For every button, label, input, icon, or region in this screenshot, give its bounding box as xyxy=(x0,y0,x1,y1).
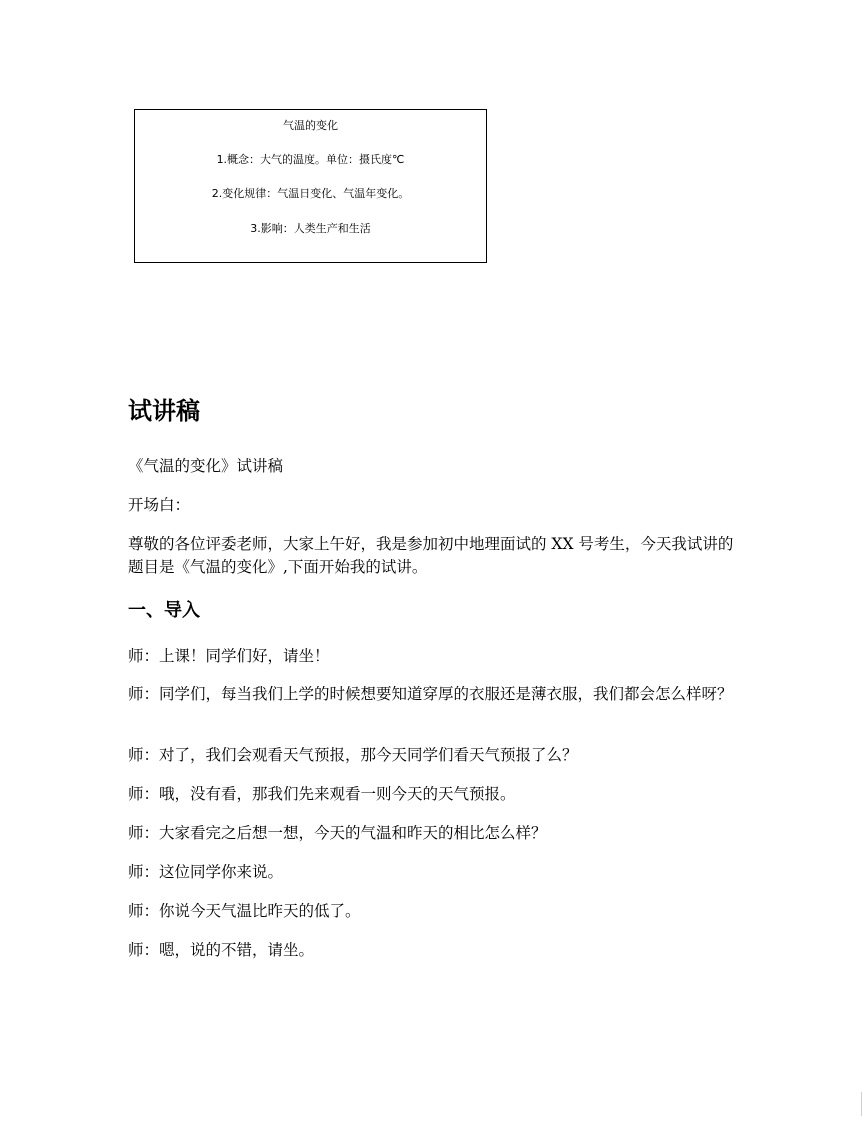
page-edge-mark xyxy=(861,1092,862,1116)
opening-label: 开场白： xyxy=(128,496,191,514)
board-item-pattern: 2.变化规律：气温日变化、气温年变化。 xyxy=(211,187,410,200)
blackboard-design-box xyxy=(134,109,487,263)
document-title: 试讲稿 xyxy=(128,397,200,425)
board-item-impact: 3.影响：人类生产和生活 xyxy=(250,222,371,235)
dialogue-line: 师：你说今天气温比昨天的低了。 xyxy=(128,902,361,920)
document-subtitle: 《气温的变化》试讲稿 xyxy=(128,457,284,475)
board-title: 气温的变化 xyxy=(283,119,338,132)
dialogue-line: 师：哦，没有看，那我们先来观看一则今天的天气预报。 xyxy=(128,785,516,803)
dialogue-line: 师：同学们，每当我们上学的时候想要知道穿厚的衣服还是薄衣服，我们都会怎么样呀？ xyxy=(128,685,733,703)
board-item-concept: 1.概念：大气的温度。单位：摄氏度℃ xyxy=(216,153,405,166)
dialogue-line: 师：大家看完之后想一想，今天的气温和昨天的相比怎么样？ xyxy=(128,824,547,842)
section-heading-intro: 一、导入 xyxy=(128,600,200,621)
dialogue-line: 师：对了，我们会观看天气预报，那今天同学们看天气预报了么？ xyxy=(128,746,578,764)
dialogue-line: 师：嗯，说的不错，请坐。 xyxy=(128,941,315,959)
dialogue-line: 师：上课！同学们好，请坐！ xyxy=(128,647,330,665)
dialogue-line: 师：这位同学你来说。 xyxy=(128,863,284,881)
opening-text: 尊敬的各位评委老师，大家上午好，我是参加初中地理面试的 XX 号考生，今天我试讲的题目是《气温的变化》,下面开始我的试讲。 xyxy=(128,535,734,576)
